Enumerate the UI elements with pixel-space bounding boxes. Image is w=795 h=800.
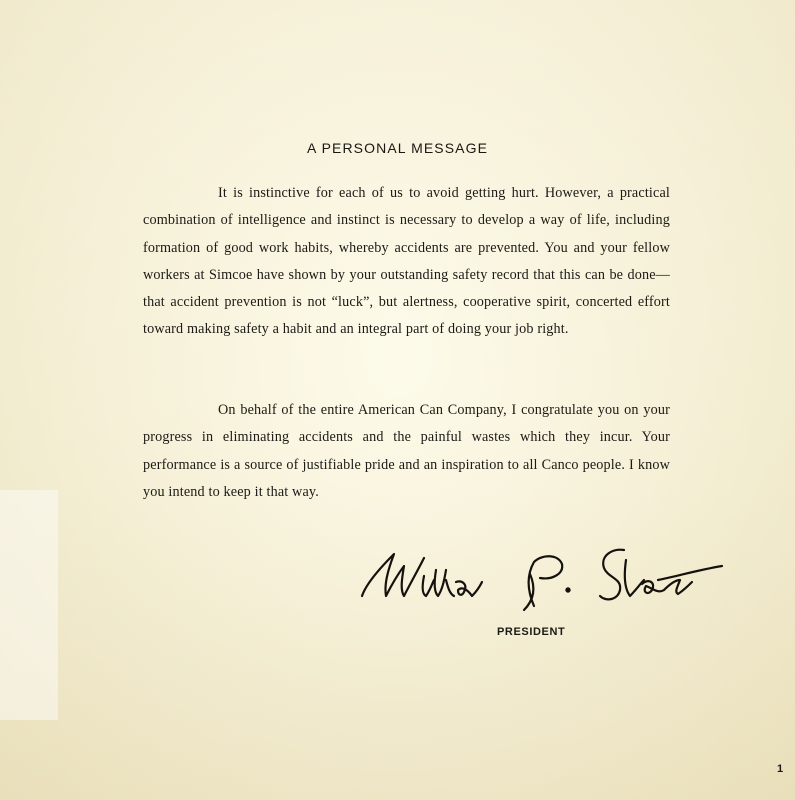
paragraph-text: On behalf of the entire American Can Company, I congratulate you on your progress in eliminating accidents and the painful wastes which they incur. Your performance is a source of justifiable pride and an inspiration to all Canco people. I know you intend to keep it that way. — [143, 402, 670, 500]
page-number: 1 — [777, 763, 784, 775]
message-paragraph-1 — [143, 180, 670, 344]
paragraph-text: It is instinctive for each of us to avoid getting hurt. However, a practical combination of intelligence and instinct is necessary to develop a way of life, including formation of good work habits, whereby accidents are prevented. You and your fellow workers at Simcoe have shown by your outstanding safety record that this can be done—that accident prevention is not “luck”, but alertness, cooperative spirit, concerted effort toward making safety a habit and an integral part of doing your job right. — [143, 185, 670, 338]
document-title: A PERSONAL MESSAGE — [306, 140, 489, 156]
message-paragraph-2 — [143, 397, 670, 506]
signatory-title: PRESIDENT — [497, 626, 566, 638]
handwritten-signature — [358, 540, 728, 620]
paper-edge-tint — [0, 490, 58, 720]
